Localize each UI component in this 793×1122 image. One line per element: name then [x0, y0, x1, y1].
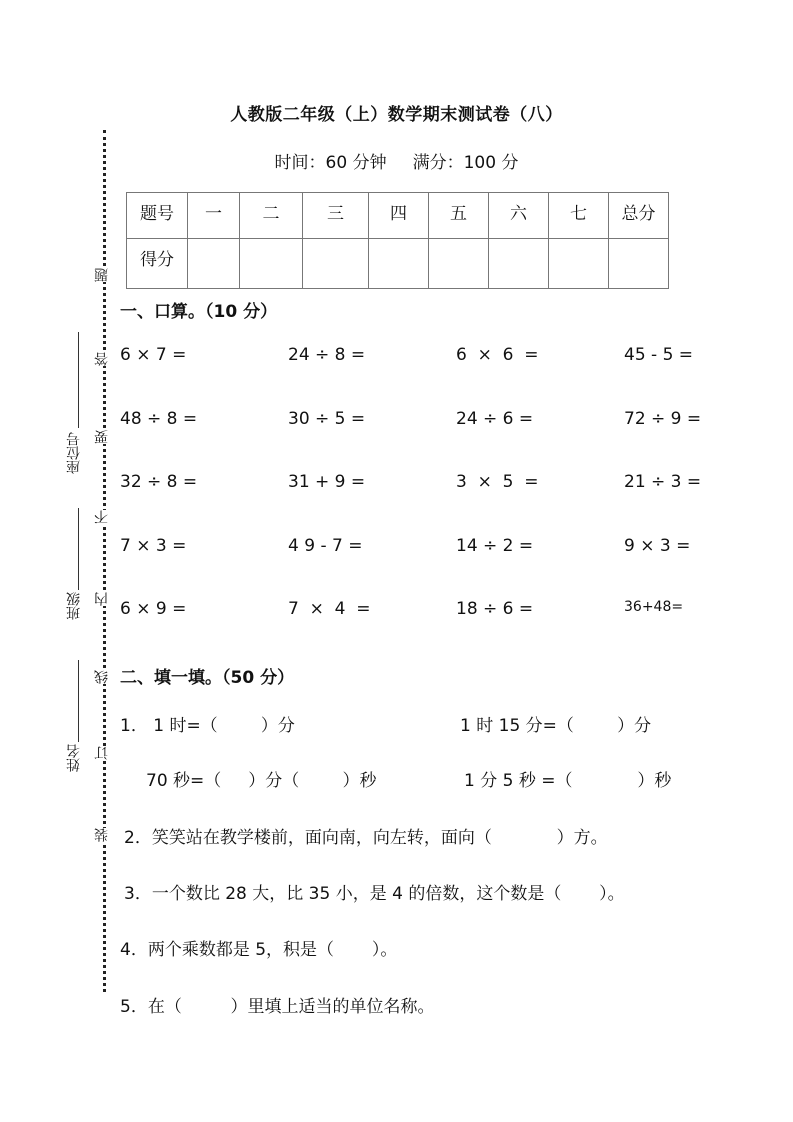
seal-char: 题	[93, 268, 113, 282]
seal-char: 订	[93, 746, 113, 760]
calc-item: 72 ÷ 9 =	[624, 409, 702, 429]
seal-char: 要	[93, 430, 113, 444]
table-header-row	[127, 193, 669, 239]
name-field[interactable]	[78, 660, 79, 742]
page-title: 人教版二年级（上）数学期末测试卷（八）	[230, 105, 563, 125]
class-field[interactable]	[78, 508, 79, 590]
seal-char: 装	[93, 828, 113, 842]
table-cell: 六	[489, 193, 549, 239]
question-1b: 1 时 15 分=（ ）分	[460, 716, 652, 736]
seal-char: 不	[93, 510, 113, 524]
seal-char: 内	[93, 592, 113, 606]
table-cell: 得分	[127, 239, 188, 289]
calc-item: 36+48=	[624, 599, 684, 615]
score-input-cell[interactable]	[303, 239, 369, 289]
calc-item: 6 × 6 =	[456, 345, 539, 365]
calc-item: 30 ÷ 5 =	[288, 409, 366, 429]
calc-item: 7 × 4 =	[288, 599, 371, 619]
calc-item: 48 ÷ 8 =	[120, 409, 198, 429]
calc-item: 4 9 - 7 =	[288, 536, 363, 556]
score-input-cell[interactable]	[369, 239, 429, 289]
table-cell: 总分	[609, 193, 669, 239]
calc-item: 21 ÷ 3 =	[624, 472, 702, 492]
question-2: 2．笑笑站在教学楼前，面向南，向左转，面向（ ）方。	[124, 828, 608, 848]
exam-info	[0, 148, 793, 173]
class-label: 班级	[66, 592, 82, 620]
calc-item: 24 ÷ 8 =	[288, 345, 366, 365]
table-score-row	[127, 239, 669, 289]
score-input-cell[interactable]	[489, 239, 549, 289]
calc-item: 45 - 5 =	[624, 345, 694, 365]
calc-item: 3 × 5 =	[456, 472, 539, 492]
seat-number-label: 座位号	[66, 432, 82, 474]
score-input-cell[interactable]	[609, 239, 669, 289]
score-input-cell[interactable]	[549, 239, 609, 289]
table-cell: 五	[429, 193, 489, 239]
table-cell: 一	[188, 193, 240, 239]
seal-char: 答	[93, 352, 113, 366]
calc-item: 14 ÷ 2 =	[456, 536, 534, 556]
question-1c: 70 秒=（ ）分（ ）秒	[146, 771, 377, 791]
question-1d: 1 分 5 秒 =（ ）秒	[464, 771, 672, 791]
table-cell: 二	[240, 193, 303, 239]
score-input-cell[interactable]	[240, 239, 303, 289]
seat-number-field[interactable]	[78, 332, 79, 428]
score-input-cell[interactable]	[429, 239, 489, 289]
calc-item: 6 × 7 =	[120, 345, 187, 365]
table-cell: 四	[369, 193, 429, 239]
calc-item: 24 ÷ 6 =	[456, 409, 534, 429]
calc-item: 9 × 3 =	[624, 536, 691, 556]
table-cell: 题号	[127, 193, 188, 239]
score-table	[126, 192, 669, 289]
question-1a: 1． 1 时=（ ）分	[120, 716, 295, 736]
calc-item: 18 ÷ 6 =	[456, 599, 534, 619]
seal-char: 线	[93, 670, 113, 684]
question-4: 4．两个乘数都是 5，积是（ ）。	[120, 940, 398, 960]
calc-item: 31 + 9 =	[288, 472, 366, 492]
binding-line	[103, 130, 106, 992]
table-cell: 七	[549, 193, 609, 239]
calc-item: 6 × 9 =	[120, 599, 187, 619]
section-1-heading: 一、口算。（10 分）	[120, 302, 278, 322]
table-cell: 三	[303, 193, 369, 239]
question-3: 3．一个数比 28 大，比 35 小，是 4 的倍数，这个数是（ ）。	[124, 884, 625, 904]
score-input-cell[interactable]	[188, 239, 240, 289]
section-2-heading: 二、填一填。（50 分）	[120, 668, 295, 688]
time-limit: 时间：60 分钟	[274, 153, 387, 173]
calc-item: 32 ÷ 8 =	[120, 472, 198, 492]
question-5: 5．在（ ）里填上适当的单位名称。	[120, 997, 435, 1017]
calc-item: 7 × 3 =	[120, 536, 187, 556]
full-score: 满分：100 分	[412, 153, 519, 173]
name-label: 姓名	[66, 744, 82, 772]
